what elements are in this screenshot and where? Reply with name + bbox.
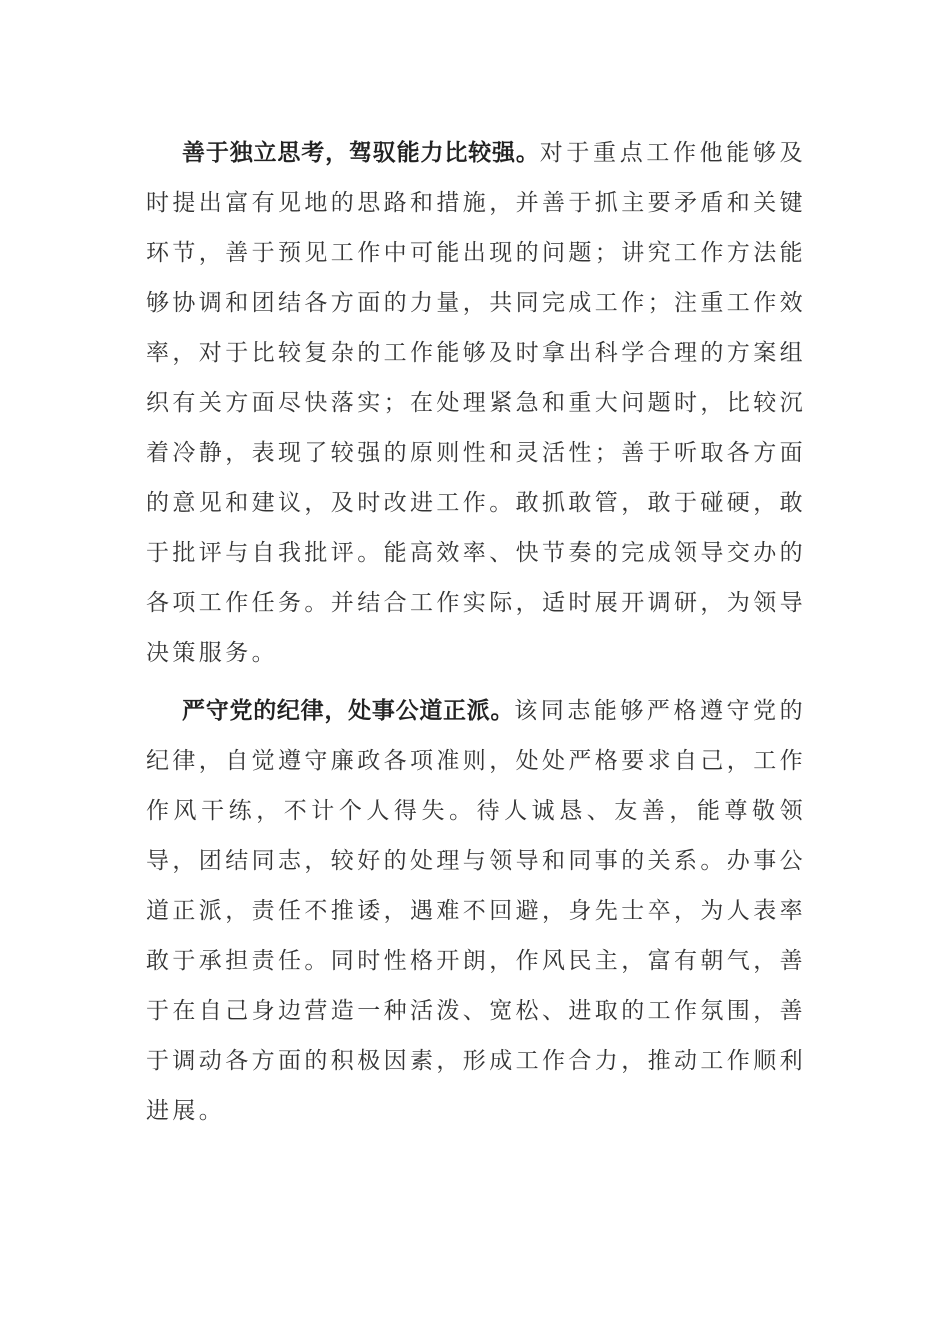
paragraph-text: 对于重点工作他能够及时提出富有见地的思路和措施，并善于抓主要矛盾和关键环节，善于预见工作中可能出现的问题；讲究工作方法能够协调和团结各方面的力量，共同完成工作；注重工作效率，对于比较复杂的工作能够及时拿出科学合理的方案组织有关方面尽快落实；在处理紧急和重大问题时，比较沉着冷静，表现了较强的原则性和灵活性；善于听取各方面的意见和建议，及时改进工作。敢抓敢管，敢于碰硬，敢于批评与自我批评。能高效率、快节奏的完成领导交办的各项工作任务。并结合工作实际，适时展开调研，为领导决策服务。 xyxy=(146,140,806,666)
paragraph-leadership xyxy=(146,128,806,678)
paragraph-text: 该同志能够严格遵守党的纪律，自觉遵守廉政各项准则，处处严格要求自己，工作作风干练，不计个人得失。待人诚恳、友善，能尊敬领导，团结同志，较好的处理与领导和同事的关系。办事公道正派，责任不推诿，遇难不回避，身先士卒，为人表率敢于承担责任。同时性格开朗，作风民主，富有朝气，善于在自己身边营造一种活泼、宽松、进取的工作氛围，善于调动各方面的积极因素，形成工作合力，推动工作顺利进展。 xyxy=(146,698,806,1124)
document-body xyxy=(146,128,806,1136)
paragraph-heading: 善于独立思考，驾驭能力比较强。 xyxy=(182,140,540,166)
paragraph-discipline xyxy=(146,686,806,1136)
paragraph-heading: 严守党的纪律，处事公道正派。 xyxy=(182,698,515,724)
